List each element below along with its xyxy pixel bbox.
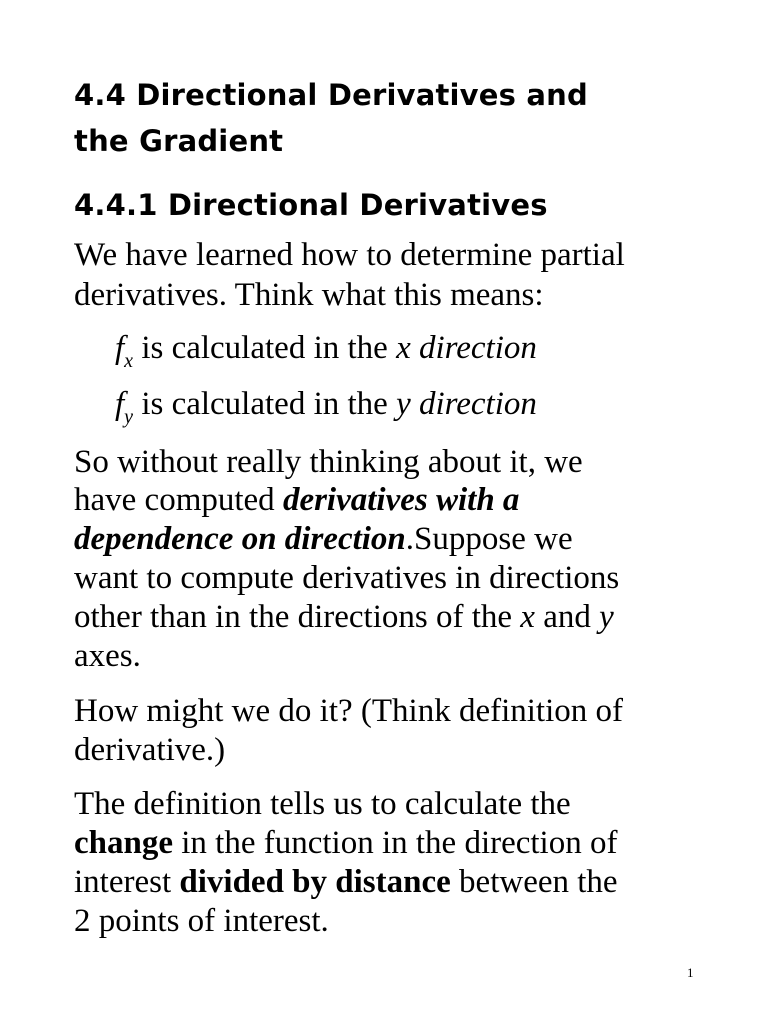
paragraph-2-line-5: [74, 601, 614, 634]
y-variable: y: [396, 386, 411, 422]
text-span: other than in the directions of the: [74, 599, 521, 635]
subscript-x: x: [124, 350, 134, 372]
paragraph-2-line-4: want to compute derivatives in directions: [74, 560, 620, 596]
direction-word: direction: [410, 330, 537, 366]
text-span: and: [534, 599, 600, 635]
paragraph-1-line-2: derivatives. Think what this means:: [74, 277, 544, 313]
y-variable: y: [599, 599, 614, 635]
text-span: between the: [450, 864, 618, 900]
text-span: .Suppose we: [405, 521, 573, 557]
text-span: in the function in the direction of: [173, 825, 618, 861]
paragraph-3-line-2: derivative.): [74, 732, 226, 768]
paragraph-4-line-2: [74, 827, 617, 860]
section-heading-line-2: the Gradient: [74, 124, 284, 158]
section-heading-line-1: 4.4 Directional Derivatives and: [74, 78, 588, 112]
paragraph-2-line-1: So without really thinking about it, we: [74, 444, 583, 480]
fy-text: is calculated in the: [133, 386, 397, 422]
function-symbol: f: [115, 330, 125, 366]
emphasis-text: dependence on direction: [74, 521, 406, 557]
paragraph-4-line-4: 2 points of interest.: [74, 903, 329, 939]
paragraph-4-line-1: The definition tells us to calculate the: [74, 786, 571, 822]
x-variable: x: [520, 599, 535, 635]
text-span: have computed: [74, 482, 283, 518]
paragraph-2-line-6: axes.: [74, 638, 141, 674]
fy-statement: [115, 386, 537, 428]
direction-word: direction: [410, 386, 537, 422]
subscript-y: y: [124, 406, 134, 428]
emphasis-text: derivatives with a: [282, 482, 520, 518]
bold-text: divided by distance: [179, 864, 451, 900]
paragraph-1-line-1: We have learned how to determine partial: [74, 237, 625, 273]
paragraph-4-line-3: [74, 866, 618, 899]
function-symbol: f: [115, 386, 125, 422]
bold-text: change: [74, 825, 173, 861]
x-variable: x: [396, 330, 411, 366]
paragraph-2-line-2: [74, 484, 519, 517]
subsection-heading: 4.4.1 Directional Derivatives: [74, 188, 548, 222]
paragraph-3-line-1: How might we do it? (Think definition of: [74, 693, 623, 729]
text-span: interest: [74, 864, 180, 900]
page-number: 1: [687, 965, 694, 980]
fx-statement: [115, 330, 537, 372]
paragraph-2-line-3: [74, 523, 573, 556]
fx-text: is calculated in the: [133, 330, 397, 366]
